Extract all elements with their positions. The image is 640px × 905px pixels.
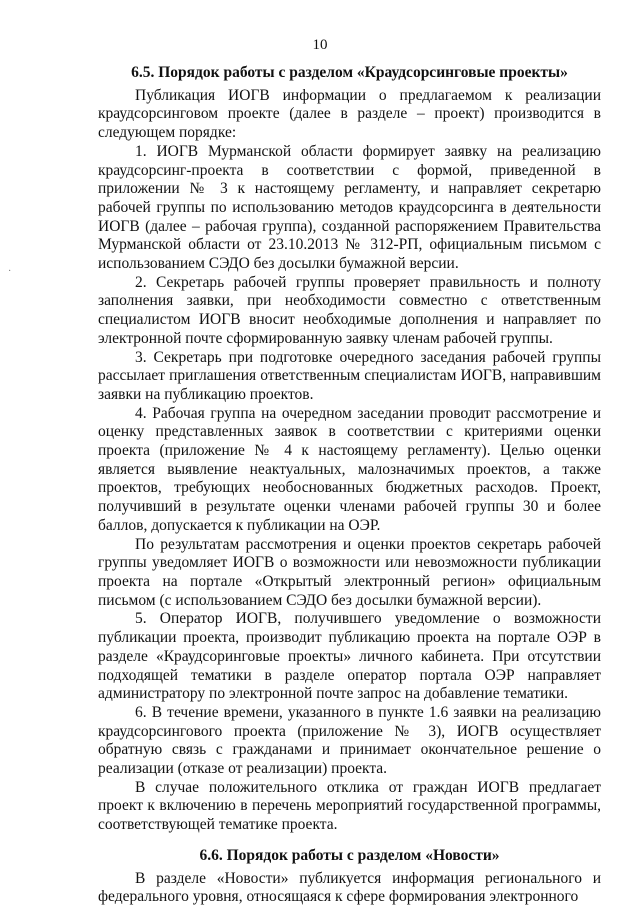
section-intro-paragraph: Публикация ИОГВ информации о предлагаемом к реализации краудсорсинговом проекте (далее в разделе – проект) производится в следующем порядке: bbox=[98, 86, 601, 142]
section-heading-6-5: 6.5. Порядок работы с разделом «Краудсорсинговые проекты» bbox=[131, 64, 568, 81]
section-heading-6-6: 6.6. Порядок работы с разделом «Новости» bbox=[199, 846, 500, 864]
document-body bbox=[98, 64, 601, 905]
list-item-3: 3. Секретарь при подготовке очередного заседания рабочей группы рассылает приглашения ответственным специалистам ИОГВ, направившим заявки на публикацию проектов. bbox=[98, 348, 601, 403]
scan-mark: · bbox=[8, 266, 12, 277]
list-item-6: 6. В течение времени, указанного в пункте 1.6 заявки на реализацию краудсорсингового проекта (приложение № 3), ИОГВ осуществляет обратную связь с гражданами и принимает окончательное решение о реализации (отказе от реализации) проекта. bbox=[98, 703, 601, 778]
news-section-paragraph: В разделе «Новости» публикуется информация регионального и федерального уровня, относящаяся к сфере формирования электронного bbox=[98, 869, 601, 905]
positive-response-paragraph: В случае положительного отклика от граждан ИОГВ предлагает проект к включению в перечень мероприятий государственной программы, соответствующей тематике проекта. bbox=[98, 778, 601, 834]
list-item-5: 5. Оператор ИОГВ, получившего уведомление о возможности публикации проекта, производит публикацию проекта на портале ОЭР в разделе «Краудсоринговые проекты» личного кабинета. При отсутствии подходящей тематики в разделе оператор портала ОЭР направляет администратору по электронной почте запрос на добавление тематики. bbox=[98, 610, 601, 703]
page-number: 10 bbox=[312, 37, 328, 53]
results-paragraph: По результатам рассмотрения и оценки проектов секретарь рабочей группы уведомляет ИОГВ о возможности или невозможности публикации проекта на портале «Открытый электронный регион» официальным письмом (с использованием СЭДО без досылки бумажной версии). bbox=[98, 535, 601, 609]
list-item-1: 1. ИОГВ Мурманской области формирует заявку на реализацию краудсорсинг-проекта в соответствии с формой, приведенной в приложении № 3 к настоящему регламенту, и направляет секретарю рабочей группы по использованию методов краудсорсинга в деятельности ИОГВ (далее – рабочая группа), созданной распоряжением Правительства Мурманской области от 23.10.2013 № 312-РП, официальным письмом с использованием СЭДО без досылки бумажной версии. bbox=[98, 142, 601, 273]
list-item-2: 2. Секретарь рабочей группы проверяет правильность и полноту заполнения заявки, при необходимости совместно с ответственным специалистом ИОГВ вносит необходимые дополнения и направляет по электронной почте сформированную заявку членам рабочей группы. bbox=[98, 273, 601, 347]
list-item-4: 4. Рабочая группа на очередном заседании проводит рассмотрение и оценку представленных заявок в соответствии с критериями оценки проекта (приложение № 4 к настоящему регламенту). Целью оценки является выявление неактуальных, малозначимых проектов, а также проектов, требующих необоснованных бюджетных расходов. Проект, получивший в результате оценки членами рабочей группы 30 и более баллов, допускается к публикации на ОЭР. bbox=[98, 404, 601, 534]
